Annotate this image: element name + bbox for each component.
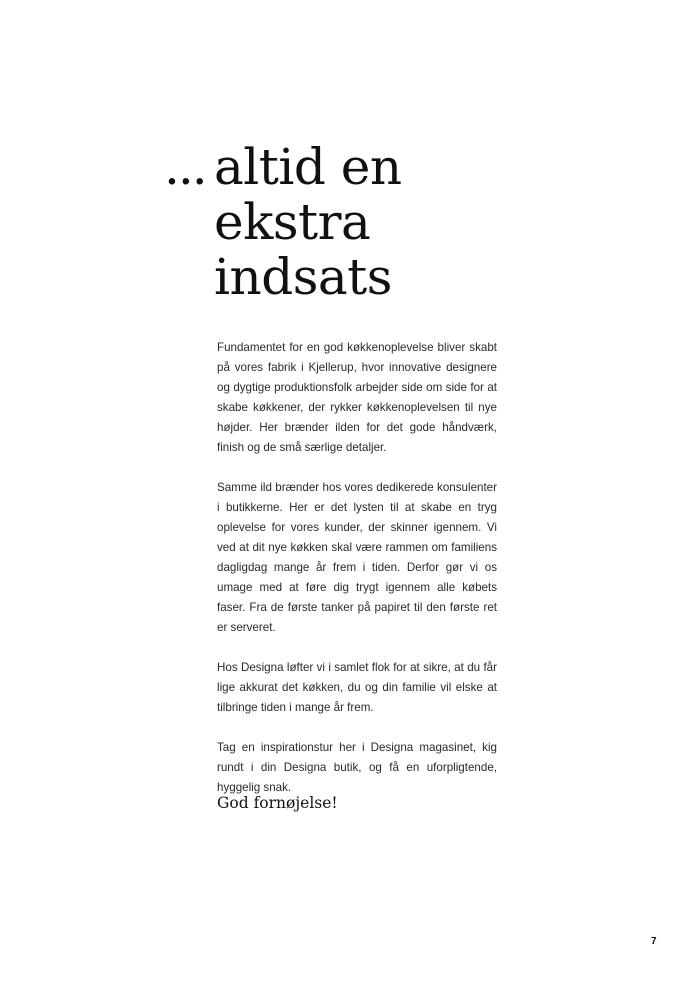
signoff: God fornøjelse!: [217, 794, 338, 812]
headline-text-1: altid en: [214, 138, 402, 196]
headline-line-3: indsats: [214, 248, 392, 306]
body-text: [217, 338, 497, 818]
paragraph: Fundamentet for en god køkkenoplevelse bliver skabt på vores fabrik i Kjellerup, hvor innovative designere og dygtige produktionsfolk arbejder side om side for at skabe køkkener, der rykker køkkenoplevelsen til nye højder. Her brænder ilden for det gode håndværk, finish og de små særlige detaljer.: [217, 341, 497, 454]
headline-line-1: [164, 140, 402, 195]
page-number: 7: [651, 936, 657, 947]
page-headline: [164, 140, 402, 305]
paragraph: Hos Designa løfter vi i samlet flok for at sikre, at du får lige akkurat det køkken, du og din familie vil elske at tilbringe tiden i mange år frem.: [217, 661, 497, 714]
paragraph: Tag en inspirationstur her i Designa magasinet, kig rundt i din Designa butik, og få en uforpligtende, hyggelig snak.: [217, 741, 497, 794]
paragraph: Samme ild brænder hos vores dedikerede konsulenter i butikkerne. Her er det lysten til at skabe en tryg oplevelse for vores kunder, der skinner igennem. Vi ved at dit nye køkken skal være rammen om familiens dagligdag mange år frem i tiden. Derfor gør vi os umage med at føre dig trygt igennem alle købets faser. Fra de første tanker på papiret til den første ret er serveret.: [217, 481, 497, 634]
headline-line-2: ekstra: [214, 193, 371, 251]
headline-ellipsis: ...: [164, 138, 206, 196]
